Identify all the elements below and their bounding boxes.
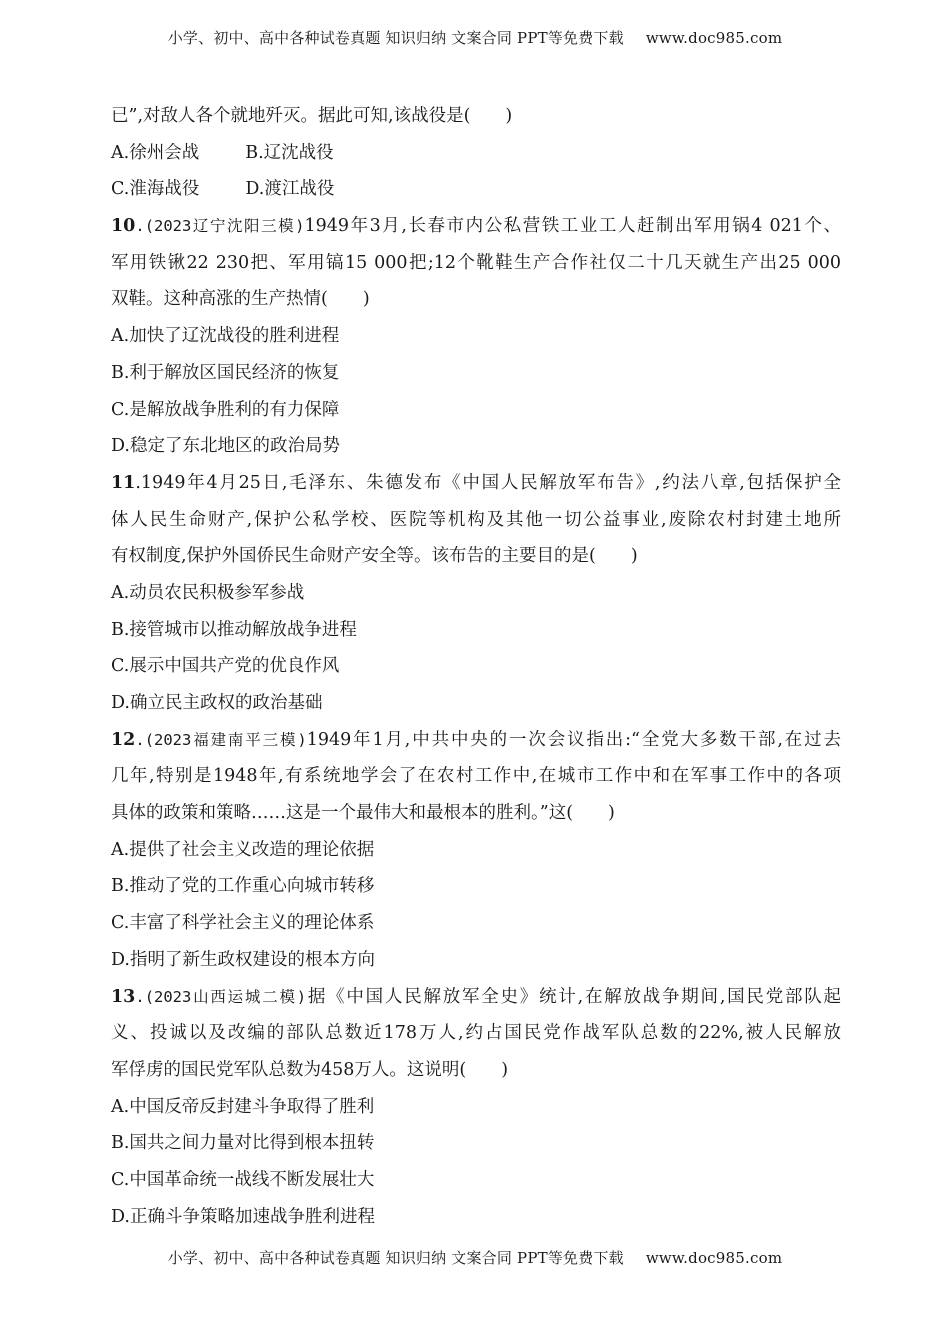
q11-number: 11	[111, 472, 136, 493]
q13-option-a[interactable]: A.中国反帝反封建斗争取得了胜利	[111, 1096, 375, 1117]
q12-option-d[interactable]: D.指明了新生政权建设的根本方向	[111, 949, 375, 970]
q13-stem-line-1	[111, 979, 841, 1016]
q13-source: .(2023山西运城二模)	[135, 987, 307, 1006]
q9-option-d[interactable]: D.渡江战役	[245, 179, 335, 200]
q13-stem-line-3: 军俘虏的国民党军队总数为458万人。这说明( )	[111, 1059, 509, 1080]
q9-option-c[interactable]: C.淮海战役	[111, 179, 200, 200]
q12-option-a[interactable]: A.提供了社会主义改造的理论依据	[111, 839, 375, 860]
q10-stem-line-2: 军用铁锹22 230把、军用镐15 000把;12个靴鞋生产合作社仅二十几天就生产出25 000	[111, 252, 841, 273]
q10-option-a[interactable]: A.加快了辽沈战役的胜利进程	[111, 326, 340, 347]
q10-number: 10	[111, 216, 136, 237]
q10-stem-line-1	[111, 208, 841, 245]
q11-stem-line-2: 体人民生命财产,保护公私学校、医院等机构及其他一切公益事业,废除农村封建土地所	[111, 509, 841, 530]
question-content	[111, 98, 841, 1235]
q9-stem-tail: 已”,对敌人各个就地歼灭。据此可知,该战役是( )	[111, 106, 513, 126]
q11-option-b[interactable]: B.接管城市以推动解放战争进程	[111, 619, 357, 640]
q9-option-a[interactable]: A.徐州会战	[111, 142, 200, 163]
q13-stem-line-2: 义、投诚以及改编的部队总数近178万人,约占国民党作战军队总数的22%,被人民解放	[111, 1023, 841, 1044]
q13-stem-text-1: 据《中国人民解放军全史》统计,在解放战争期间,国民党部队起	[306, 986, 842, 1007]
q9-option-b[interactable]: B.辽沈战役	[245, 142, 334, 163]
header-site-link[interactable]: www.doc985.com	[645, 29, 783, 47]
q11-stem-line-1	[111, 465, 841, 502]
footer-text: 小学、初中、高中各种试卷真题 知识归纳 文案合同 PPT等免费下载	[167, 1249, 624, 1267]
q12-option-c[interactable]: C.丰富了科学社会主义的理论体系	[111, 913, 375, 934]
page-footer	[0, 1247, 950, 1268]
q11-stem-line-3: 有权制度,保护外国侨民生命财产安全等。该布告的主要目的是( )	[111, 546, 638, 567]
q12-source: .(2023福建南平三模)	[135, 730, 307, 749]
q12-stem-line-2: 几年,特别是1948年,有系统地学会了在农村工作中,在城市工作中和在军事工作中的各项	[111, 766, 841, 787]
q12-number: 12	[111, 729, 136, 750]
q11-option-a[interactable]: A.动员农民积极参军参战	[111, 582, 305, 603]
header-text: 小学、初中、高中各种试卷真题 知识归纳 文案合同 PPT等免费下载	[167, 29, 624, 47]
q10-stem-line-3: 双鞋。这种高涨的生产热情( )	[111, 289, 370, 310]
q12-stem-line-1	[111, 722, 841, 759]
q10-source: .(2023辽宁沈阳三模)	[135, 217, 305, 236]
q9-options-row-2	[111, 171, 841, 208]
q11-stem-text-1: .1949年4月25日,毛泽东、朱德发布《中国人民解放军布告》,约法八章,包括保护全	[135, 472, 841, 493]
q12-stem-line-3: 具体的政策和策略……这是一个最伟大和最根本的胜利。”这( )	[111, 803, 615, 824]
q13-option-c[interactable]: C.中国革命统一战线不断发展壮大	[111, 1169, 375, 1190]
q10-stem-text-1: 1949年3月,长春市内公私营铁工业工人赶制出军用锅4 021个、	[304, 216, 841, 237]
page-header	[0, 27, 950, 48]
q12-stem-text-1: 1949年1月,中共中央的一次会议指出:“全党大多数干部,在过去	[306, 729, 842, 750]
q13-option-b[interactable]: B.国共之间力量对比得到根本扭转	[111, 1133, 375, 1154]
q10-option-c[interactable]: C.是解放战争胜利的有力保障	[111, 399, 340, 420]
q10-option-d[interactable]: D.稳定了东北地区的政治局势	[111, 436, 340, 457]
q11-option-c[interactable]: C.展示中国共产党的优良作风	[111, 656, 340, 677]
q10-option-b[interactable]: B.利于解放区国民经济的恢复	[111, 362, 340, 383]
q13-number: 13	[111, 986, 136, 1007]
q9-options-row-1	[111, 135, 841, 172]
q13-option-d[interactable]: D.正确斗争策略加速战争胜利进程	[111, 1206, 375, 1227]
q12-option-b[interactable]: B.推动了党的工作重心向城市转移	[111, 876, 375, 897]
q11-option-d[interactable]: D.确立民主政权的政治基础	[111, 693, 323, 713]
footer-site-link[interactable]: www.doc985.com	[645, 1249, 783, 1267]
